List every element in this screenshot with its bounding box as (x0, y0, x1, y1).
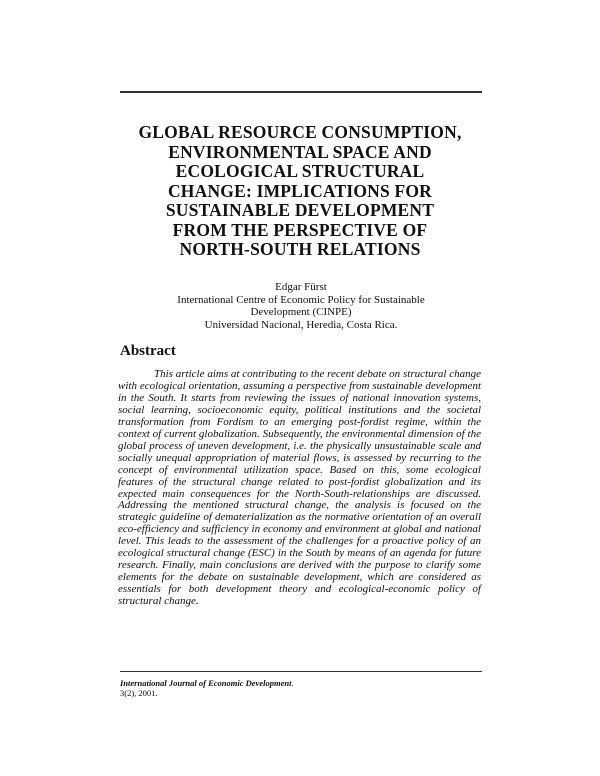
journal-citation (120, 678, 294, 698)
paper-title (108, 123, 492, 260)
title-line: ECOLOGICAL STRUCTURAL (175, 161, 425, 181)
author-name: Edgar Fürst (275, 281, 327, 293)
author-affiliation: Development (CINPE) (250, 306, 352, 319)
title-line: ENVIRONMENTAL SPACE AND (168, 141, 432, 162)
author-affiliation: Universidad Nacional, Heredia, Costa Rica. (204, 318, 398, 331)
title-line: GLOBAL RESOURCE CONSUMPTION, (138, 122, 462, 142)
title-line: SUSTAINABLE DEVELOPMENT (165, 200, 435, 220)
abstract-heading: Abstract (120, 343, 176, 359)
author-affiliation: International Centre of Economic Policy for Sustainable (177, 293, 425, 306)
abstract-text: This article aims at contributing to the recent debate on structural change with ecological orientation, assuming a perspective from sustainable development in the South. It starts from reviewing the issues of national innovation systems, social learning, socioeconomic equity, political institutions and the societal transformation from Fordism to an emerging post-fordist regime, within the context of current globalization. Subsequently, the environmental dimension of the global process of uneven development, i.e. the physically unsustainable scale and socially unequal appropriation of material flows, is assessed by recurring to the concept of environmental utilization space. Based on this, some ecological features of the structural change related to post-fordist globalization and its expected main consequences for the North-South-relationships are discussed. Addressing the mentioned structural change, the analysis is focused on the strategic guideline of dematerialization as the normative orientation of an overall eco-efficiency and sufficiency in economy and environment at global and national level. This leads to the assessment of the challenges for a proactive policy of an ecological structural change (ESC) in the South by means of an agenda for future research. Finally, main conclusions are derived with the purpose to clarify some elements for the debate on sustainable development, which are considered as essentials for both development theory and ecological-economic policy of structural change. (118, 368, 481, 608)
footer-rule (120, 671, 482, 672)
journal-volume: 3(2), 2001. (120, 688, 158, 698)
title-line: FROM THE PERSPECTIVE OF (172, 219, 428, 240)
journal-name-suffix: . (291, 678, 294, 688)
title-line: NORTH-SOUTH RELATIONS (179, 239, 421, 259)
top-rule (120, 91, 482, 93)
title-line: CHANGE: IMPLICATIONS FOR (167, 180, 433, 201)
journal-name: International Journal of Economic Development (120, 678, 292, 688)
author-block (120, 281, 482, 331)
